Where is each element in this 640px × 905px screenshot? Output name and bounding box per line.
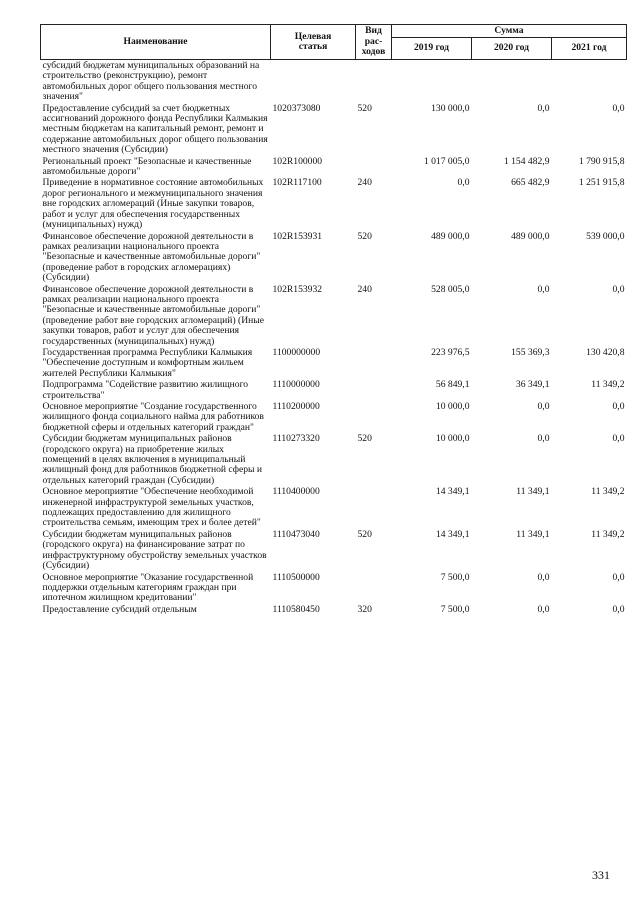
row-expense-type: 240 <box>357 283 372 295</box>
row-expense-type: 520 <box>357 230 372 242</box>
row-expense-type <box>356 572 392 604</box>
row-sum-2019: 0,0 <box>457 177 470 189</box>
row-sum-2020: 0,0 <box>537 283 550 295</box>
row-sum-2020: 36 349,1 <box>515 379 550 391</box>
row-sum-2019: 10 000,0 <box>435 401 470 412</box>
row-name: Приведение в нормативное состояние автомобильных дорог регионального и межмуниципального значения вне городских агломераций (Иные закупки товаров, работ и услуг для обеспечения государственных (муниципальных) нужд) <box>42 177 264 231</box>
row-name: Основное мероприятие "Создание государственного жилищного фонда социального найма для работников бюджетной сферы и отдельных категорий граждан" <box>42 401 264 433</box>
row-sum-2020: 1 154 482,9 <box>503 155 550 167</box>
row-sum-2019: 14 349,1 <box>435 486 470 498</box>
row-sum-2021: 11 349,2 <box>591 486 625 498</box>
row-target-article: 1110000000 <box>272 379 320 391</box>
row-target-article: 1100000000 <box>272 346 321 358</box>
row-sum-2019: 14 349,1 <box>435 528 470 540</box>
row-sum-2020: 0,0 <box>537 433 550 445</box>
row-target-article: 1110500000 <box>272 571 320 583</box>
table-row <box>41 486 627 529</box>
row-sum-2021: 11 349,2 <box>591 379 625 391</box>
budget-table <box>40 24 627 615</box>
table-row <box>41 529 627 572</box>
row-expense-type: 520 <box>357 102 372 114</box>
row-sum-2020: 489 000,0 <box>511 230 550 242</box>
row-sum-2019: 56 849,1 <box>435 379 470 391</box>
row-sum-2021: 0,0 <box>612 603 625 615</box>
header-2019: 2019 год <box>392 38 472 60</box>
row-name: Предоставление субсидий отдельным <box>42 603 197 615</box>
row-target-article: 1110273320 <box>272 433 320 445</box>
row-name: Субсидии бюджетам муниципальных районов (городского округа) на приобретение жилых помещений в целях включения в муниципальный жилищный фонд для работников бюджетной сферы и отдельных категорий граждан (Субсидии) <box>42 433 263 486</box>
row-expense-type <box>356 347 392 379</box>
row-sum-2020: 11 349,1 <box>516 486 550 498</box>
table-row <box>41 433 627 486</box>
page-number: 331 <box>592 868 610 882</box>
row-name: Субсидии бюджетам муниципальных районов (городского округа) на финансирование затрат по инфраструктурному обустройству земельных участков (Субсидии) <box>42 528 267 572</box>
header-target-line1: Целевая <box>294 30 332 42</box>
table-row <box>41 284 627 347</box>
row-sum-2021: 11 349,2 <box>591 528 625 540</box>
table-row <box>41 231 627 284</box>
row-name: субсидий бюджетам муниципальных образований на строительство (реконструкцию), ремонт автомобильных дорог общего пользования местного значения" <box>42 60 260 103</box>
row-sum-2020: 0,0 <box>537 603 550 615</box>
row-target-article: 1110200000 <box>272 401 320 412</box>
row-name: Подпрограмма "Содействие развитию жилищного строительства" <box>42 379 249 401</box>
row-expense-type: 520 <box>357 433 372 445</box>
row-target-article: 1110580450 <box>272 603 320 615</box>
row-name: Предоставление субсидий за счет бюджетных ассигнований дорожного фонда Республики Калмыкия местным бюджетам на капитальный ремонт, ремонт и содержание автомобильных дорог общего пользования местного значения (Субсидии) <box>42 102 268 156</box>
row-expense-type <box>356 379 392 401</box>
row-sum-2020: 0,0 <box>537 401 550 412</box>
header-exp-line2: рас- <box>364 35 383 47</box>
table-row <box>41 60 627 103</box>
row-sum-2021: 0,0 <box>612 433 625 445</box>
row-expense-type: 240 <box>357 177 372 189</box>
row-sum-2020: 11 349,1 <box>516 528 550 540</box>
header-expense-type <box>356 25 392 60</box>
row-sum-2019: 7 500,0 <box>440 603 470 615</box>
header-exp-line3: ходов <box>361 46 386 58</box>
row-expense-type: 320 <box>357 603 372 615</box>
table-row <box>41 604 627 615</box>
row-sum-2021: 1 790 915,8 <box>578 155 625 167</box>
row-sum-2020: 0,0 <box>537 102 550 114</box>
row-sum-2021 <box>552 60 627 103</box>
row-target-article: 102R153931 <box>272 230 323 242</box>
row-sum-2019: 223 976,5 <box>431 346 470 358</box>
row-name: Государственная программа Республики Калмыкия "Обеспечение доступным и комфортным жильем жителей Республики Калмыкия" <box>42 346 253 379</box>
row-target-article: 1110473040 <box>272 528 320 540</box>
row-expense-type <box>356 60 392 103</box>
row-sum-2019: 10 000,0 <box>435 433 470 445</box>
table-row <box>41 379 627 401</box>
header-sum: Сумма <box>392 25 627 38</box>
row-target-article: 102R117100 <box>272 177 322 189</box>
row-expense-type <box>356 156 392 178</box>
row-sum-2019: 1 017 005,0 <box>423 155 470 167</box>
row-sum-2019 <box>392 60 472 103</box>
table-row <box>41 401 627 433</box>
row-name: Региональный проект "Безопасные и качественные автомобильные дороги" <box>42 155 252 178</box>
table-row <box>41 572 627 604</box>
row-target-article: 102R100000 <box>272 155 323 167</box>
row-target-article: 1020373080 <box>272 102 321 114</box>
table-row <box>41 156 627 178</box>
row-target-article: 102R153932 <box>272 283 323 295</box>
row-expense-type <box>356 401 392 433</box>
row-sum-2021: 1 251 915,8 <box>578 177 625 189</box>
row-expense-type <box>356 486 392 529</box>
row-sum-2021: 0,0 <box>612 283 625 295</box>
header-name: Наименование <box>41 25 271 60</box>
row-target-article <box>271 60 356 103</box>
row-name: Основное мероприятие "Обеспечение необходимой инженерной инфраструктурой земельных участков, подлежащих предоставлению для жилищного строительства семьям, имеющим трех и более детей" <box>42 486 261 529</box>
row-sum-2021: 0,0 <box>612 401 625 412</box>
row-sum-2020: 0,0 <box>537 571 550 583</box>
row-name: Основное мероприятие "Оказание государственной поддержки отдельным категориям граждан при ипотечном жилищном кредитовании" <box>42 571 254 604</box>
row-sum-2021: 0,0 <box>612 102 625 114</box>
table-row <box>41 347 627 379</box>
table-body <box>41 60 627 616</box>
row-sum-2019: 528 005,0 <box>431 283 470 295</box>
header-exp-line1: Вид <box>365 25 382 37</box>
header-2021: 2021 год <box>552 38 627 60</box>
header-2020: 2020 год <box>472 38 552 60</box>
header-target-line2: статья <box>298 41 328 52</box>
row-sum-2019: 7 500,0 <box>440 571 470 583</box>
row-sum-2021: 0,0 <box>612 571 625 583</box>
row-expense-type: 520 <box>357 528 372 540</box>
header-target-article <box>271 25 356 60</box>
row-sum-2020: 155 369,3 <box>511 346 550 358</box>
row-sum-2020 <box>472 60 552 103</box>
row-sum-2019: 489 000,0 <box>431 230 470 242</box>
table-row <box>41 177 627 230</box>
row-name: Финансовое обеспечение дорожной деятельности в рамках реализации национального проекта "Безопасные и качественные автомобильные дороги" (проведение работ вне городских агломераций) (Иные закупки товаров, работ и услуг для обеспечения государственных (муниципальных) нужд) <box>42 283 264 347</box>
row-sum-2019: 130 000,0 <box>431 102 470 114</box>
row-sum-2021: 130 420,8 <box>586 346 625 358</box>
row-name: Финансовое обеспечение дорожной деятельности в рамках реализации национального проекта "Безопасные и качественные автомобильные дороги" (проведение работ в городских агломерациях) (Субсидии) <box>42 230 261 284</box>
row-target-article: 1110400000 <box>272 486 320 498</box>
row-sum-2021: 539 000,0 <box>586 230 625 242</box>
row-sum-2020: 665 482,9 <box>511 177 550 189</box>
table-row <box>41 103 627 156</box>
